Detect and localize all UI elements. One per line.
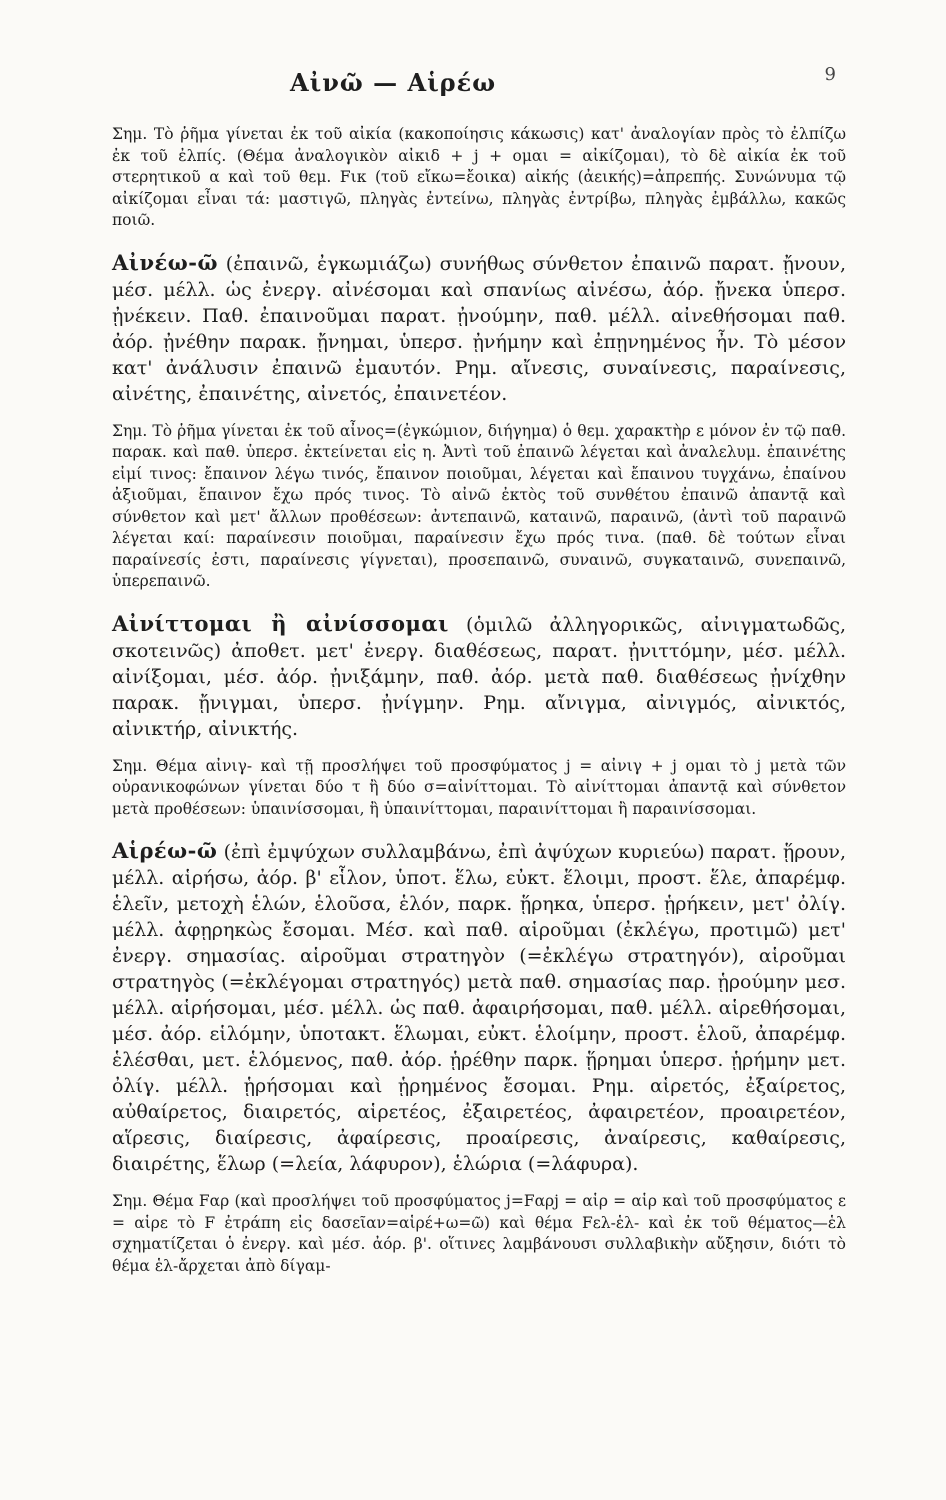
entry-text: (ὁμιλῶ ἀλληγορικῶς, αἰνιγματωδῶς, σκοτεινῶς) ἀποθετ. μετ' ἐνεργ. διαθέσεως, παρατ. ᾐνιττόμην, μέσ. μέλλ. αἰνίξομαι, μέσ. ἀόρ. ᾐνιξάμην, παθ. ἀόρ. μετὰ παθ. διαθέσεως ᾐνίχθην παρακ. ᾔνιγμαι, ὑπερσ. ᾐνίγμην. Ρημ. αἴνιγμα, αἰνιγμός, αἰνικτός, αἰνικτήρ, αἰνικτής.	[112, 613, 847, 740]
note-text: Σημ. Τὸ ῥῆμα γίνεται ἐκ τοῦ αἶνος=(ἐγκώμιον, διήγημα) ὁ θεμ. χαρακτὴρ ε μόνον ἐν τῷ παθ. παρακ. καὶ παθ. ὑπερσ. ἐκτείνεται εἰς η. Ἀντὶ τοῦ ἐπαινῶ λέγεται καὶ ἀναλελυμ. ἐπαινέτης εἰμί τινος: ἔπαινον λέγω τινός, ἔπαινον ποιοῦμαι, λέγεται καὶ ἔπαινου τυγχάνω, ἐπαίνου ἀξιοῦμαι, ἔπαινον ἔχω πρός τινος. Τὸ αἰνῶ ἐκτὸς τοῦ συνθέτου ἐπαινῶ ἀπαντᾷ καὶ σύνθετον καὶ μετ' ἄλλων προθέσεων: ἀντεπαινῶ, καταινῶ, παραινῶ, (ἀντὶ τοῦ παραινῶ λέγεται καί: παραίνεσιν ποιοῦμαι, παραίνεσιν ἔχω πρός τινα. (παθ. δὲ τούτων εἶναι παραίνεσίς ἐστι, παραίνεσις γίγνεται), προσεπαινῶ, συναινῶ, συγκαταινῶ, συνεπαινῶ, ὑπερεπαινῶ.	[112, 421, 846, 590]
entry-aineo	[92, 250, 846, 407]
note-text: Σημ. Τὸ ῥῆμα γίνεται ἐκ τοῦ αἰκία (κακοποίησις κάκωσις) κατ' ἀναλογίαν πρὸς τὸ ἐλπίζω ἐκ τοῦ ἐλπίς. (Θέμα ἀναλογικὸν αἰκιδ + j + ομαι = αἰκίζομαι), τὸ δὲ αἰκία ἐκ τοῦ στερητικοῦ α καὶ τοῦ θεμ. Fικ (τοῦ εἴκω=ἔοικα) αἰκής (ἀεικής)=ἀπρεπής. Συνώνυμα τῷ αἰκίζομαι εἶναι τά: μαστιγῶ, πληγὰς ἐντείνω, πληγὰς ἐντρίβω, πληγὰς ἐμβάλλω, κακῶς ποιῶ.	[112, 125, 846, 229]
note-text: Σημ. Θέμα αἰνιγ- καὶ τῇ προσλήψει τοῦ προσφύματος j = αἰνιγ + j ομαι τὸ j μετὰ τῶν οὐρανικοφώνων γίνεται δύο τ ἢ δύο σ=αἰνίττομαι. Τὸ αἰνίττομαι ἀπαντᾷ καὶ σύνθετον μετὰ προθέσεων: ὑπαινίσσομαι, ἢ ὑπαινίττομαι, παραινίττομαι ἢ παραινίσσομαι.	[112, 756, 846, 818]
page-content	[92, 124, 846, 1295]
entry-ainittomai	[92, 611, 846, 742]
page-header	[90, 64, 836, 104]
note-ainittomai	[92, 756, 846, 821]
note-aikizomai	[92, 124, 846, 232]
entry-text: (ἐπαινῶ, ἐγκωμιάζω) συνήθως σύνθετον ἐπαινῶ παρατ. ᾔνουν, μέσ. μέλλ. ὡς ἐνεργ. αἰνέσομαι καὶ σπανίως αἰνέσω, ἀόρ. ᾔνεκα ὑπερσ. ᾐνέκειν. Παθ. ἐπαινοῦμαι παρατ. ᾐνούμην, παθ. μέλλ. αἰνεθήσομαι παθ. ἀόρ. ᾐνέθην παρακ. ᾔνημαι, ὑπερσ. ᾐνήμην καὶ ἐπῃνημένος ἦν. Τὸ μέσον κατ' ἀνάλυσιν ἐπαινῶ ἐμαυτόν. Ρημ. αἴνεσις, συναίνεσις, παραίνεσις, αἰνέτης, ἐπαινέτης, αἰνετός, ἐπαινετέον.	[112, 252, 846, 405]
lemma: Αἱρέω-ῶ	[112, 838, 218, 863]
page-number: 9	[824, 64, 836, 85]
lemma: Αἰνίττομαι ἢ αἰνίσσομαι	[112, 610, 449, 636]
running-head: Αἰνῶ — Αἱρέω	[290, 68, 497, 97]
note-haireo	[92, 1191, 846, 1277]
lemma: Αἰνέω-ῶ	[112, 249, 218, 275]
note-aineo	[92, 421, 846, 593]
entry-text: (ἐπὶ ἐμψύχων συλλαμβάνω, ἐπὶ ἀψύχων κυριεύω) παρατ. ᾕρουν, μέλλ. αἱρήσω, ἀόρ. β' εἷλον, ὑποτ. ἕλω, εὐκτ. ἕλοιμι, προστ. ἕλε, ἀπαρέμφ. ἑλεῖν, μετοχὴ ἑλών, ἑλοῦσα, ἑλόν, παρκ. ᾕρηκα, ὑπερσ. ᾑρήκειν, μετ' ὀλίγ. μέλλ. ἀφῃρηκὼς ἔσομαι. Μέσ. καὶ παθ. αἱροῦμαι (ἐκλέγω, προτιμῶ) μετ' ἐνεργ. σημασίας. αἱροῦμαι στρατηγὸν (=ἐκλέγω στρατηγόν), αἱροῦμαι στρατηγὸς (=ἐκλέγομαι στρατηγός) μετὰ παθ. σημασίας παρ. ᾑρούμην μεσ. μέλλ. αἱρήσομαι, μέσ. μέλλ. ὡς παθ. ἀφαιρήσομαι, παθ. μέλλ. αἱρεθήσομαι, μέσ. ἀόρ. εἱλόμην, ὑποτακτ. ἕλωμαι, εὐκτ. ἑλοίμην, προστ. ἑλοῦ, ἀπαρέμφ. ἑλέσθαι, μετ. ἑλόμενος, παθ. ἀόρ. ᾑρέθην παρκ. ᾕρημαι ὑπερσ. ᾑρήμην μετ. ὀλίγ. μέλλ. ᾑρήσομαι καὶ ᾑρημένος ἔσομαι. Ρημ. αἱρετός, ἐξαίρετος, αὐθαίρετος, διαιρετός, αἱρετέος, ἐξαιρετέος, ἀφαιρετέον, προαιρετέον, αἵρεσις, διαίρεσις, ἀφαίρεσις, προαίρεσις, ἀναίρεσις, καθαίρεσις, διαιρέτης, ἕλωρ (=λεία, λάφυρον), ἑλώρια (=λάφυρα).	[112, 841, 846, 1175]
note-text: Σημ. Θέμα Fαρ (καὶ προσλήψει τοῦ προσφύματος j=Fαρj = αἱρ = αἱρ καὶ τοῦ προσφύματος ε = αἱρε τὸ F ἐτράπη εἰς δασεῖαν=αἱρέ+ω=ῶ) καὶ θέμα Fελ-ἑλ- καὶ ἐκ τοῦ θέματος—ἑλ σχηματίζεται ὁ ἐνεργ. καὶ μέσ. ἀόρ. β'. οἵτινες λαμβάνουσι συλλαβικὴν αὔξησιν, διότι τὸ θέμα ἑλ-ἄρχεται ἀπὸ δίγαμ-	[112, 1192, 846, 1275]
entry-haireo	[92, 838, 846, 1177]
